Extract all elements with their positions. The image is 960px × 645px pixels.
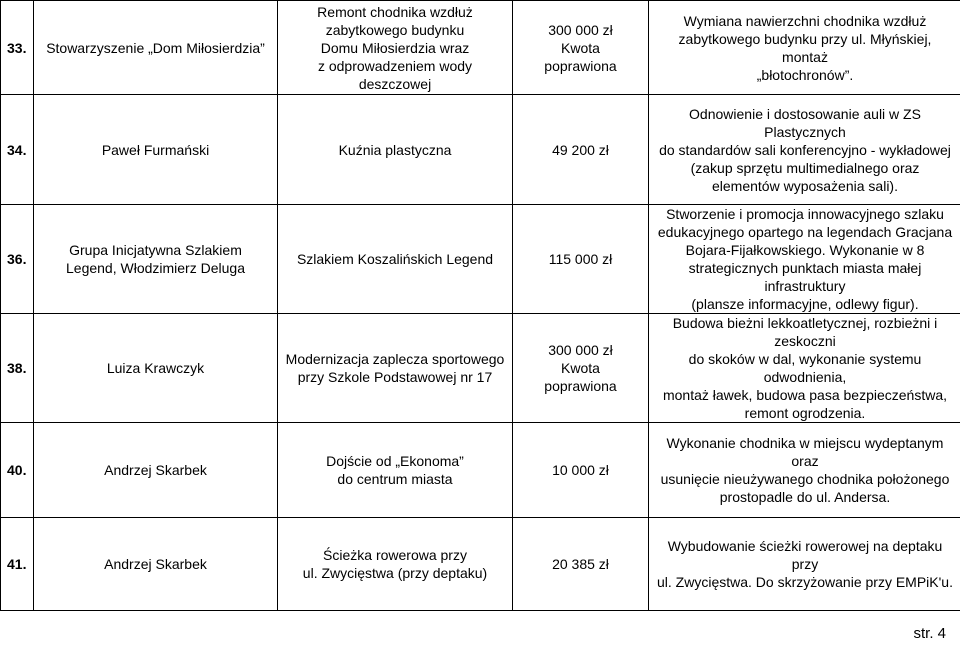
description-cell (649, 95, 960, 205)
description-line: usunięcie nieużywanego chodnika położonego (660, 471, 950, 487)
amount-cell (513, 1, 649, 95)
description-line: Bojara-Fijałkowskiego. Wykonanie w 8 (685, 242, 925, 258)
amount-line: poprawiona (544, 378, 617, 394)
description-line: Odnowienie i dostosowanie auli w ZS Plastycznych (689, 105, 921, 140)
description-cell (649, 314, 960, 423)
applicant-line: Andrzej Skarbek (104, 462, 207, 478)
project-cell (278, 518, 513, 611)
description-line: elementów wyposażenia sali). (712, 177, 898, 194)
applicant-cell (34, 205, 278, 314)
amount-cell (513, 95, 649, 205)
amount-cell (513, 314, 649, 423)
description-line: prostopadle do ul. Andersa. (719, 489, 891, 505)
amount-line: Kwota (561, 39, 600, 56)
project-line: Dojście od „Ekonoma” (326, 453, 464, 469)
applicant-cell (34, 518, 278, 611)
project-line: do centrum miasta (337, 471, 453, 487)
row-number: 34. (1, 95, 34, 205)
description-cell (649, 1, 960, 95)
project-line: ul. Zwycięstwa (przy deptaku) (302, 565, 488, 581)
amount-line: 10 000 zł (552, 462, 609, 478)
row-number: 33. (1, 1, 34, 95)
description-line: Wymiana nawierzchni chodnika wzdłuż (683, 12, 927, 29)
project-cell (278, 95, 513, 205)
page-number: str. 4 (913, 625, 946, 642)
applicant-line: Stowarzyszenie „Dom Miłosierdzia” (46, 39, 265, 56)
project-cell (278, 314, 513, 423)
applicant-cell (34, 314, 278, 423)
amount-line: 115 000 zł (548, 251, 613, 267)
description-line: Stworzenie i promocja innowacyjnego szlaku (666, 206, 944, 222)
project-cell (278, 423, 513, 518)
description-line: (plansze informacyjne, odlewy figur). (691, 296, 919, 312)
row-number: 40. (1, 423, 34, 518)
description-cell (649, 518, 960, 611)
description-line: strategicznych punktach miasta małej infrastruktury (688, 260, 922, 294)
description-line: ul. Zwycięstwa. Do skrzyżowanie przy EMPiK'u. (657, 574, 953, 590)
table-row (1, 205, 960, 314)
description-line: Budowa bieżni lekkoatletycznej, rozbieżni i zeskoczni (672, 315, 938, 349)
row-number: 36. (1, 205, 34, 314)
row-number: 41. (1, 518, 34, 611)
amount-line: 20 385 zł (552, 556, 609, 572)
project-line: z odprowadzeniem wody (317, 57, 473, 74)
amount-line: 300 000 zł (548, 21, 613, 38)
table-row (1, 314, 960, 423)
amount-line: 300 000 zł (548, 342, 613, 358)
project-line: Ścieżka rowerowa przy (323, 547, 467, 563)
amount-line: 49 200 zł (552, 141, 609, 158)
project-cell (278, 205, 513, 314)
description-line: Wybudowanie ścieżki rowerowej na deptaku przy (667, 538, 943, 572)
description-line: remont ogrodzenia. (744, 405, 866, 421)
project-line: Kuźnia plastyczna (338, 141, 452, 158)
description-line: Wykonanie chodnika w miejscu wydeptanym oraz (666, 435, 944, 469)
amount-cell (513, 518, 649, 611)
applicant-cell (34, 423, 278, 518)
description-line: edukacyjnego opartego na legendach Gracjana (657, 224, 953, 240)
applicant-line: Grupa Inicjatywna Szlakiem (69, 242, 242, 258)
amount-line: Kwota (561, 360, 600, 376)
project-line: Remont chodnika wzdłuż (317, 3, 473, 20)
amount-line: poprawiona (544, 57, 617, 74)
applicant-line: Andrzej Skarbek (104, 556, 207, 572)
table-row (1, 518, 960, 611)
project-line: Domu Miłosierdzia wraz (320, 39, 470, 56)
description-cell (649, 423, 960, 518)
applicant-line: Paweł Furmański (101, 141, 210, 158)
project-line: Szlakiem Koszalińskich Legend (296, 251, 494, 267)
applicant-line: Luiza Krawczyk (106, 360, 205, 376)
description-line: „błotochronów”. (756, 66, 854, 83)
applicant-line: Legend, Włodzimierz Deluga (66, 260, 245, 276)
amount-cell (513, 423, 649, 518)
description-line: montaż ławek, budowa pasa bezpieczeństwa, (662, 387, 948, 403)
project-line: przy Szkole Podstawowej nr 17 (297, 369, 493, 385)
description-line: do skoków w dal, wykonanie systemu odwodnienia, (688, 351, 922, 385)
project-line: zabytkowego budynku (325, 21, 465, 38)
project-line: deszczowej (358, 75, 432, 92)
description-line: do standardów sali konferencyjno - wykładowej (659, 141, 951, 158)
description-line: (zakup sprzętu multimedialnego oraz (690, 159, 920, 176)
table-row (1, 1, 960, 95)
table-row (1, 95, 960, 205)
row-number: 38. (1, 314, 34, 423)
table-row (1, 423, 960, 518)
project-cell (278, 1, 513, 95)
amount-cell (513, 205, 649, 314)
project-line: Modernizacja zaplecza sportowego (285, 351, 505, 367)
applicant-cell (34, 1, 278, 95)
applicant-cell (34, 95, 278, 205)
description-line: zabytkowego budynku przy ul. Młyńskiej, montaż (678, 30, 932, 65)
description-cell (649, 205, 960, 314)
